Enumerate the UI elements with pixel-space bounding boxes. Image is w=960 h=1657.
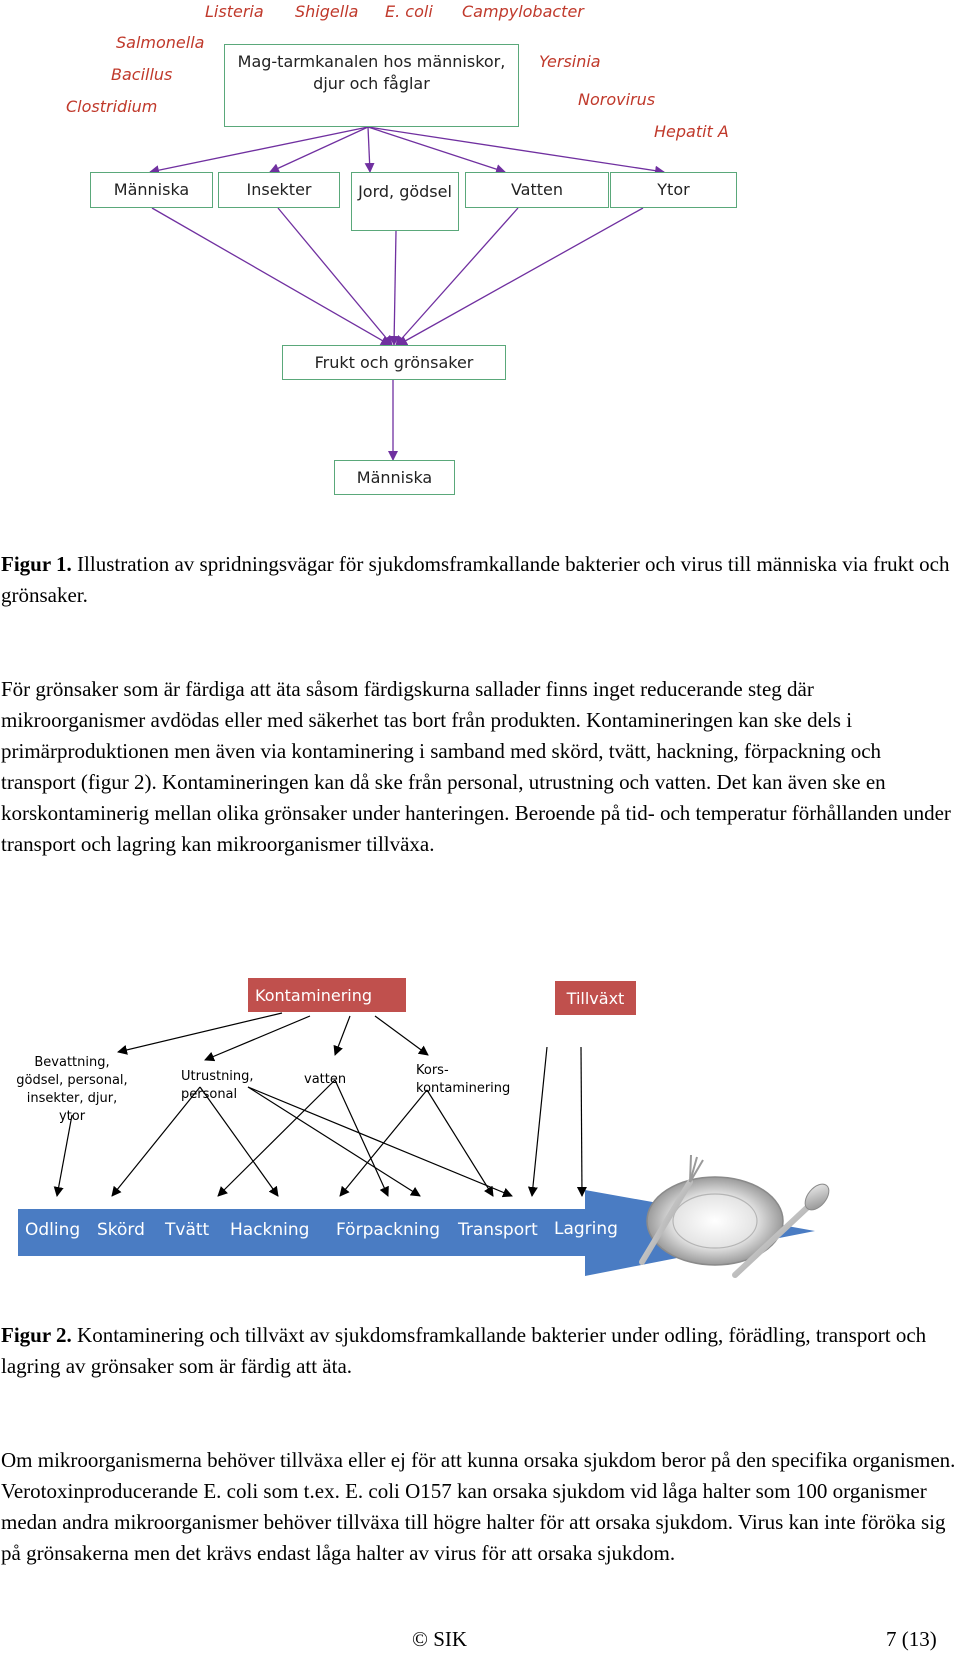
stage-lagring: Lagring <box>554 1219 618 1239</box>
source-bevattning-line3: insekter, djur, ytor <box>26 1091 118 1124</box>
source-bevattning <box>12 1054 132 1126</box>
source-utrustning-line2: personal <box>181 1087 238 1102</box>
figure1-caption-label: Figur 1. <box>1 552 72 576</box>
source-korskontaminering-line2: kontaminering <box>416 1081 511 1096</box>
body-paragraph-2: Om mikroorganismerna behöver tillväxa eller ej för att kunna orsaka sjukdom beror på den specifika organismen. Verotoxinproducerande E. coli som t.ex. E. coli O157 kan orsaka sjukdom vid låga halter som 100 organismer medan andra mikroorganismer behöver tillväxa till högre halter för att orsaka sjukdom. Virus kan inte föröka sig på grönsakerna men det krävs endast låga halter av virus för att orsaka sjukdom. <box>1 1448 956 1565</box>
vector-box-ytor: Ytor <box>610 172 737 208</box>
stage-forpackning: Förpackning <box>336 1220 441 1240</box>
source-utrustning-line1: Utrustning, <box>181 1069 254 1084</box>
stage-skord: Skörd <box>97 1220 145 1240</box>
source-korskontaminering-line1: Kors- <box>416 1063 449 1078</box>
pathogen-ecoli: E. coli <box>385 2 433 21</box>
pathogen-norovirus: Norovirus <box>578 90 656 109</box>
vector-box-manniska: Människa <box>90 172 213 208</box>
pathogen-shigella: Shigella <box>295 2 359 21</box>
pathogen-yersinia: Yersinia <box>539 52 601 71</box>
vector-box-insekter: Insekter <box>218 172 340 208</box>
pathogen-listeria: Listeria <box>205 2 264 21</box>
figure1-caption-text: Illustration av spridningsvägar för sjukdomsframkallande bakterier och virus till människa via frukt och grönsaker. <box>1 552 950 607</box>
pathogen-hepatit-a: Hepatit A <box>654 122 729 141</box>
pathogen-salmonella: Salmonella <box>116 33 205 52</box>
stage-odling: Odling <box>25 1220 81 1240</box>
source-box-line1: Mag-tarmkanalen hos människor, <box>237 52 506 71</box>
vector-box-jord-godsel: Jord, gödsel <box>351 172 459 231</box>
stage-tvatt: Tvätt <box>165 1220 210 1240</box>
footer-copyright: © SIK <box>412 1627 468 1651</box>
vector-box-vatten: Vatten <box>465 172 609 208</box>
source-korskontaminering <box>416 1062 510 1098</box>
source-bevattning-line1: Bevattning, <box>34 1055 110 1070</box>
body-paragraph-1: För grönsaker som är färdiga att äta såsom färdigskurna sallader finns inget reducerande steg där mikroorganismer avdödas eller med säkerhet tas bort från produkten. Kontamineringen kan ske dels i primärproduktionen men även via kontaminering i samband med skörd, tvätt, hackning, förpackning och transport (figur 2). Kontamineringen kan då ske från personal, utrustning och vatten. Det kan även ske en korskontaminerig mellan olika grönsaker under hanteringen. Beroende på tid- och temperatur förhållanden under transport och lagring kan mikroorganismer tillväxa. <box>1 677 951 856</box>
footer-page-number: 7 (13) <box>886 1627 937 1651</box>
figure2-caption-label: Figur 2. <box>1 1323 72 1347</box>
final-box-manniska: Människa <box>334 460 455 495</box>
figure2-caption <box>1 1320 956 1382</box>
source-utrustning <box>181 1068 254 1104</box>
source-vatten <box>304 1071 346 1089</box>
pathogen-campylobacter: Campylobacter <box>462 2 584 21</box>
source-vatten-line1: vatten <box>304 1072 347 1087</box>
figure2-caption-text: Kontaminering och tillväxt av sjukdomsframkallande bakterier under odling, förädling, transport och lagring av grönsaker som är färdig att äta. <box>1 1323 927 1378</box>
pathogen-bacillus: Bacillus <box>111 65 173 84</box>
source-bevattning-line2: gödsel, personal, <box>16 1073 128 1088</box>
pathogen-clostridium: Clostridium <box>66 97 158 116</box>
source-box-line2: djur och fåglar <box>313 73 430 93</box>
stage-hackning: Hackning <box>230 1220 310 1240</box>
stage-transport: Transport <box>458 1220 538 1240</box>
produce-box: Frukt och grönsaker <box>282 345 506 380</box>
contamination-label: Kontaminering <box>248 978 406 1012</box>
growth-label: Tillväxt <box>555 981 636 1015</box>
